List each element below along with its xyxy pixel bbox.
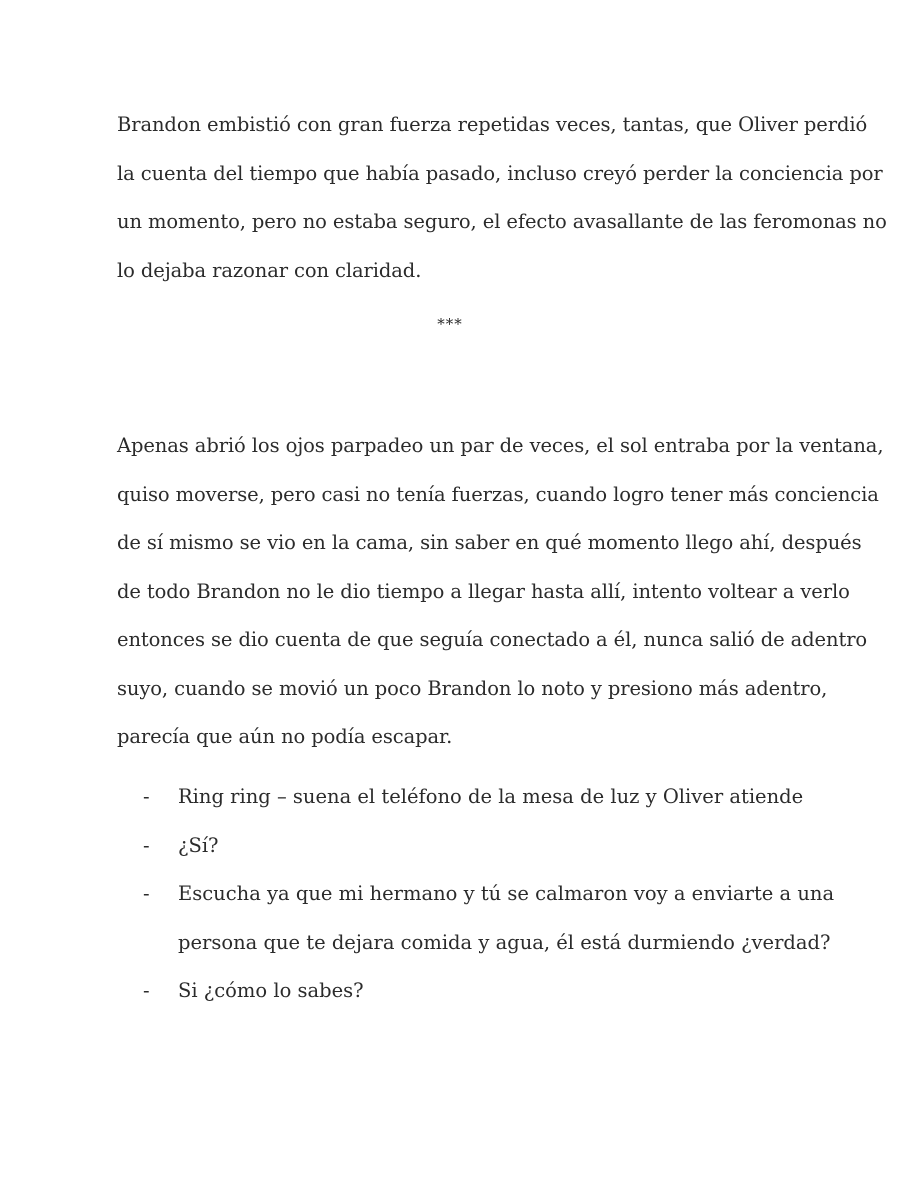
paragraph-line: parecía que aún no podía escapar. <box>117 725 453 748</box>
paragraph-1 <box>117 101 887 295</box>
dialogue-line: ¿Sí? <box>178 833 219 857</box>
paragraph-line: la cuenta del tiempo que había pasado, incluso creyó perder la conciencia por <box>117 161 883 185</box>
paragraph-line: de sí mismo se vio en la cama, sin saber en qué momento llego ahí, después <box>117 531 862 554</box>
dialogue-list <box>143 773 843 1016</box>
paragraph-2 <box>117 422 884 762</box>
paragraph-line: suyo, cuando se movió un poco Brandon lo noto y presiono más adentro, <box>117 676 828 700</box>
paragraph-line: Brandon embistió con gran fuerza repetidas veces, tantas, que Oliver perdió <box>117 113 868 136</box>
paragraph-line: entonces se dio cuenta de que seguía conectado a él, nunca salió de adentro <box>117 628 868 651</box>
dialogue-item <box>143 773 843 822</box>
dialogue-dash: - <box>143 979 150 1002</box>
dialogue-item <box>143 870 843 967</box>
dialogue-dash: - <box>143 833 150 857</box>
dialogue-dash: - <box>143 785 150 808</box>
dialogue-line: Ring ring – suena el teléfono de la mesa de luz y Oliver atiende <box>178 785 804 808</box>
paragraph-line: de todo Brandon no le dio tiempo a llegar hasta allí, intento voltear a verlo <box>117 579 850 603</box>
paragraph-line: Apenas abrió los ojos parpadeo un par de veces, el sol entraba por la ventana, <box>117 434 884 457</box>
paragraph-line: un momento, pero no estaba seguro, el efecto avasallante de las feromonas no <box>117 210 887 233</box>
dialogue-line: Escucha ya que mi hermano y tú se calmaron voy a enviarte a una <box>178 882 835 905</box>
dialogue-line: persona que te dejara comida y agua, él está durmiendo ¿verdad? <box>178 930 831 954</box>
dialogue-item <box>143 822 843 871</box>
dialogue-line: Si ¿cómo lo sabes? <box>178 979 364 1002</box>
dialogue-item <box>143 967 843 1016</box>
paragraph-line: quiso moverse, pero casi no tenía fuerzas, cuando logro tener más conciencia <box>117 482 879 506</box>
paragraph-line: lo dejaba razonar con claridad. <box>117 258 422 282</box>
dialogue-dash: - <box>143 882 150 905</box>
scene-break: *** <box>437 315 463 333</box>
